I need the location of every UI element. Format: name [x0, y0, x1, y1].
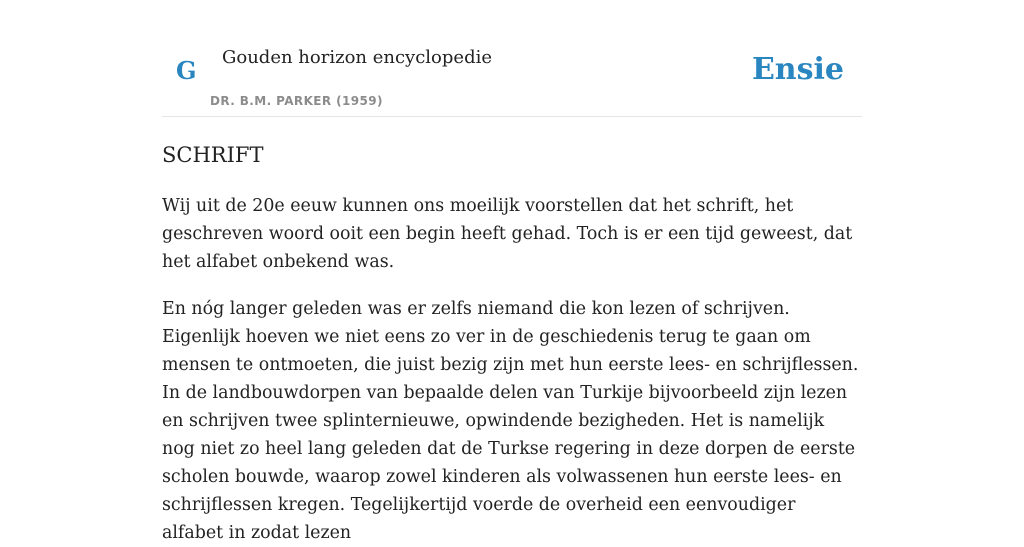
- ensie-logo[interactable]: Ensie: [751, 52, 844, 87]
- article-title: SCHRIFT: [162, 143, 264, 167]
- book-header: [162, 0, 862, 117]
- book-logo-icon[interactable]: G: [176, 56, 197, 85]
- article-paragraph: Wij uit de 20e eeuw kunnen ons moeilijk voorstellen dat het schrift, het geschreven woord ooit een begin heeft gehad. Toch is er een tijd geweest, dat het alfabet onbekend was.: [162, 196, 853, 272]
- article: [162, 138, 862, 547]
- book-title[interactable]: Gouden horizon encyclopedie: [222, 47, 492, 68]
- book-author: DR. B.M. PARKER (1959): [210, 94, 383, 108]
- article-paragraph: En nóg langer geleden was er zelfs niemand die kon lezen of schrijven. Eigenlijk hoeven we niet eens zo ver in de geschiedenis terug te gaan om mensen te ontmoeten, die juist bezig zijn met hun eerste lees- en schrijflessen. In de landbouwdorpen van bepaalde delen van Turkije bijvoorbeeld zijn lezen en schrijven twee splinternieuwe, opwindende bezigheden. Het is namelijk nog niet zo heel lang geleden dat de Turkse regering in deze dorpen de eerste scholen bouwde, waarop zowel kinderen als volwassenen hun eerste lees- en schrijflessen kregen. Tegelijkertijd voerde de overheid een eenvoudiger alfabet in zodat lezen: [162, 299, 859, 543]
